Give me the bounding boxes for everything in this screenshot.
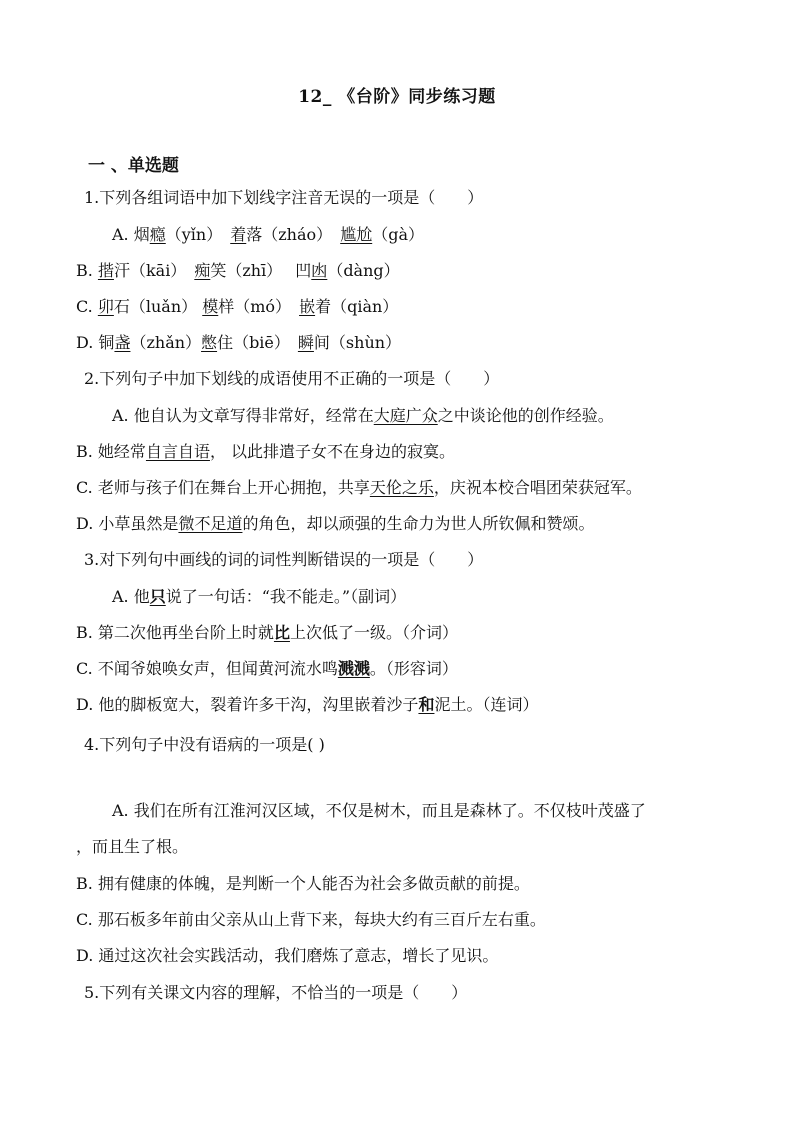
question-1-option-c: C. 卯石（luǎn） 模样（mó） 嵌着（qiàn） bbox=[76, 297, 399, 316]
question-1-option-a: A. 烟瘾（yǐn） 着落（zháo） 尴尬（gà） bbox=[112, 225, 424, 244]
question-3-stem: 3.对下列句中画线的词的词性判断错误的一项是（ ） bbox=[84, 550, 484, 569]
question-4-option-c: C. 那石板多年前由父亲从山上背下来，每块大约有三百斤左右重。 bbox=[76, 910, 546, 929]
question-4-option-d: D. 通过这次社会实践活动，我们磨炼了意志，增长了见识。 bbox=[76, 946, 499, 965]
question-2-option-b: B. 她经常自言自语， 以此排遣子女不在身边的寂寞。 bbox=[76, 442, 456, 461]
question-3-option-c: C. 不闻爷娘唤女声，但闻黄河流水鸣溅溅。（形容词） bbox=[76, 659, 458, 678]
question-3-option-b: B. 第二次他再坐台阶上时就比上次低了一级。（介词） bbox=[76, 623, 458, 642]
question-5-stem: 5.下列有关课文内容的理解，不恰当的一项是（ ） bbox=[84, 983, 468, 1002]
question-4-option-b: B. 拥有健康的体魄，是判断一个人能否为社会多做贡献的前提。 bbox=[76, 874, 530, 893]
question-2-option-d: D. 小草虽然是微不足道的角色，却以顽强的生命力为世人所钦佩和赞颂。 bbox=[76, 514, 595, 533]
page-title: 12_ 《台阶》同步练习题 bbox=[298, 87, 496, 107]
question-4-stem: 4.下列句子中没有语病的一项是( ) bbox=[84, 735, 325, 754]
question-1-option-d: D. 铜盏（zhǎn）憋住（biē） 瞬间（shùn） bbox=[76, 333, 402, 352]
section-heading: 一 、单选题 bbox=[88, 156, 179, 176]
question-4-option-a-continued: ，而且生了根。 bbox=[76, 837, 189, 856]
question-3-option-a: A. 他只说了一句话：“我不能走。”（副词） bbox=[112, 587, 407, 606]
question-4-option-a: A. 我们在所有江淮河汉区域，不仅是树木，而且是森林了。不仅枝叶茂盛了 bbox=[112, 801, 646, 820]
question-1-stem: 1.下列各组词语中加下划线字注音无误的一项是（ ） bbox=[84, 188, 484, 207]
question-1-option-b: B. 揩汗（kāi） 痴笑（zhī） 凹凼（dàng） bbox=[76, 261, 400, 280]
question-3-option-d: D. 他的脚板宽大，裂着许多干沟，沟里嵌着沙子和泥土。（连词） bbox=[76, 695, 539, 714]
question-2-option-c: C. 老师与孩子们在舞台上开心拥抱，共享天伦之乐，庆祝本校合唱团荣获冠军。 bbox=[76, 478, 642, 497]
question-2-stem: 2.下列句子中加下划线的成语使用不正确的一项是（ ） bbox=[84, 369, 500, 388]
question-2-option-a: A. 他自认为文章写得非常好，经常在大庭广众之中谈论他的创作经验。 bbox=[112, 406, 614, 425]
